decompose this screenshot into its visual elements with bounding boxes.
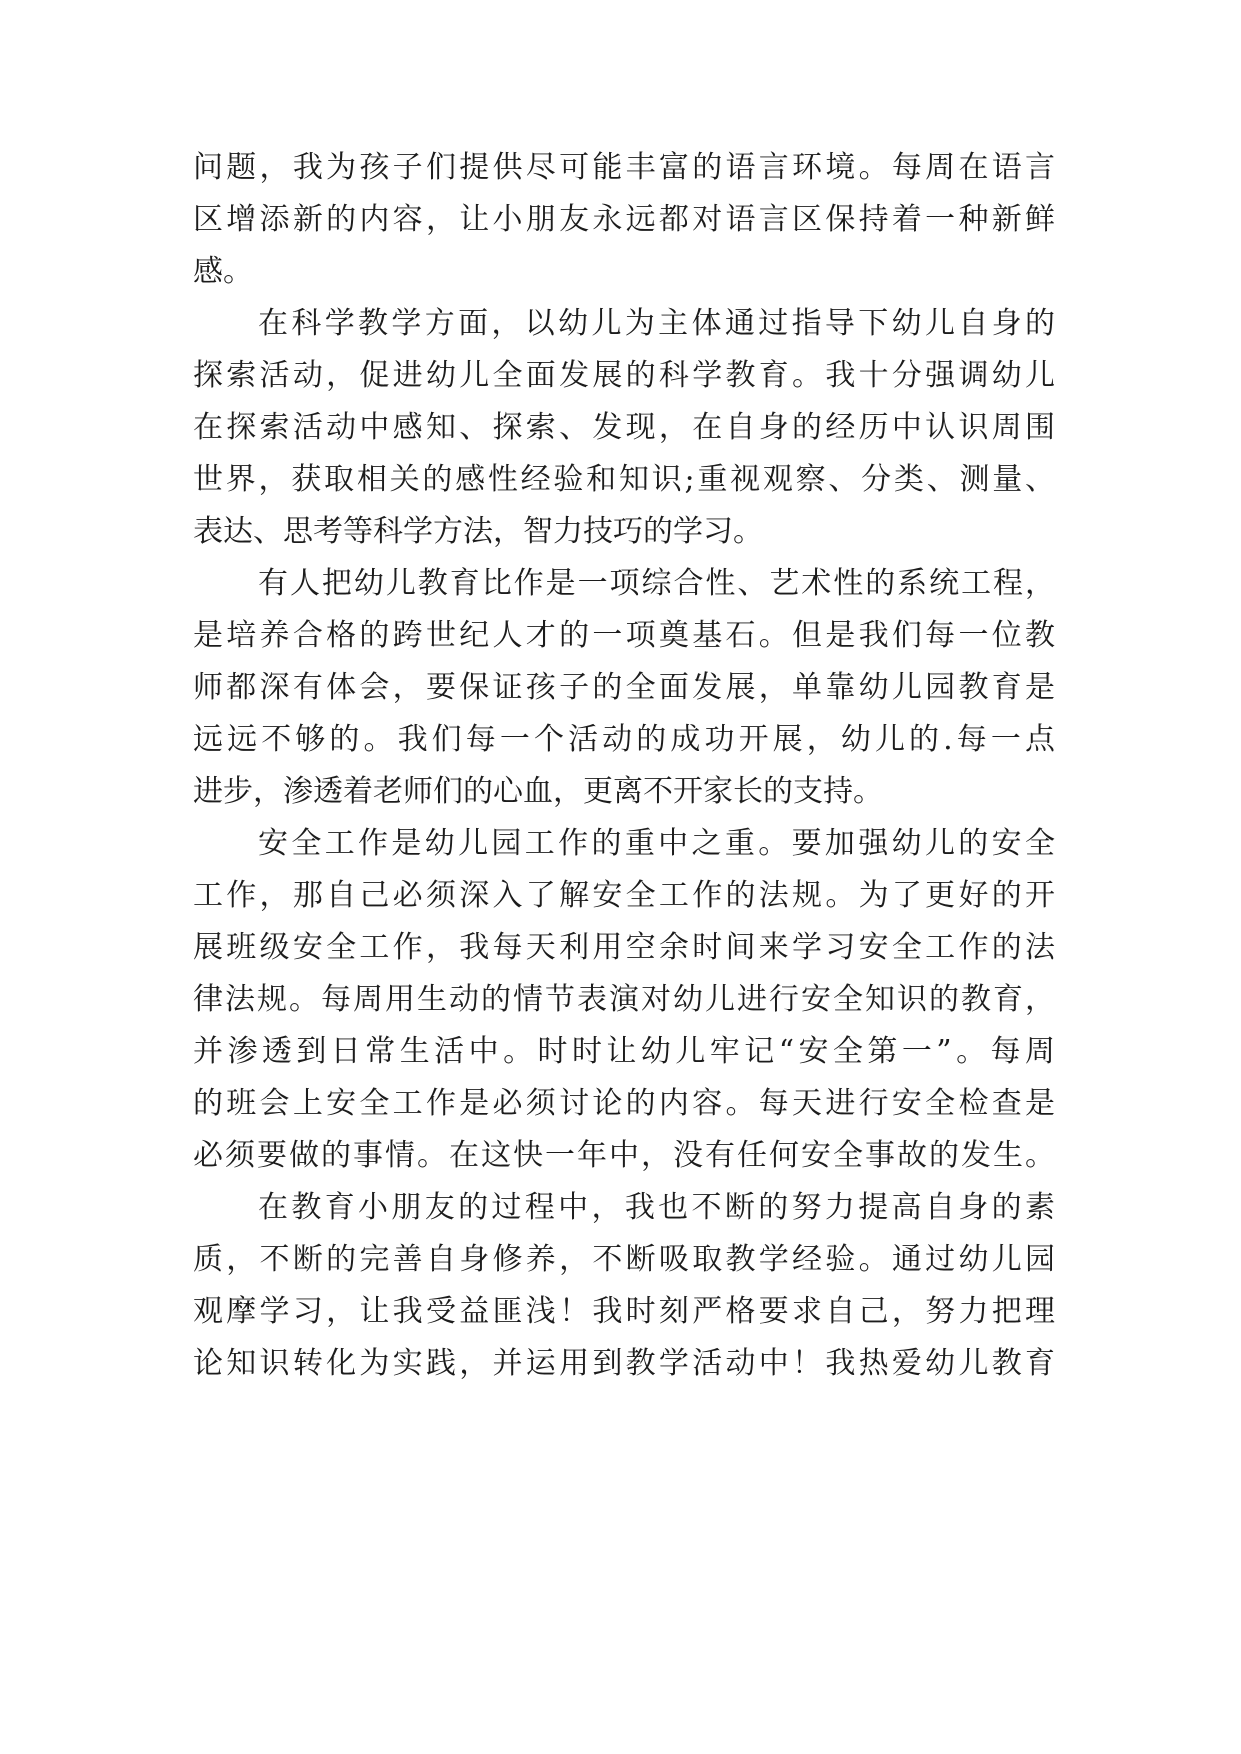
paragraph-first-line: 安全工作是幼儿园工作的重中之重。要加强幼儿的安全 [258,826,1055,861]
text-line: 区增添新的内容，让小朋友永远都对语言区保持着一种新鲜 [193,202,1055,237]
text-line: 工作，那自己必须深入了解安全工作的法规。为了更好的开 [193,878,1055,913]
paragraph-first-line: 在教育小朋友的过程中，我也不断的努力提高自身的素 [258,1190,1055,1225]
text-line: 是培养合格的跨世纪人才的一项奠基石。但是我们每一位教 [193,618,1055,653]
text-line: 展班级安全工作，我每天利用空余时间来学习安全工作的法 [193,930,1055,965]
text-line: 的班会上安全工作是必须讨论的内容。每天进行安全检查是 [193,1086,1055,1121]
text-line: 感。 [193,254,253,289]
text-line: 探索活动，促进幼儿全面发展的科学教育。我十分强调幼儿 [193,358,1055,393]
text-line: 并渗透到日常生活中。时时让幼儿牢记“安全第一”。每周 [193,1034,1055,1069]
text-line: 律法规。每周用生动的情节表演对幼儿进行安全知识的教育， [193,982,1055,1017]
text-line: 远远不够的。我们每一个活动的成功开展，幼儿的.每一点 [193,722,1055,757]
text-line: 观摩学习，让我受益匪浅！我时刻严格要求自己，努力把理 [193,1294,1055,1329]
text-line: 论知识转化为实践，并运用到教学活动中！我热爱幼儿教育 [193,1346,1055,1381]
paragraph-first-line: 有人把幼儿教育比作是一项综合性、艺术性的系统工程， [258,566,1055,601]
text-line: 表达、思考等科学方法，智力技巧的学习。 [193,514,763,549]
text-line: 必须要做的事情。在这快一年中，没有任何安全事故的发生。 [193,1138,1055,1173]
text-line: 师都深有体会，要保证孩子的全面发展，单靠幼儿园教育是 [193,670,1055,705]
text-line: 在探索活动中感知、探索、发现，在自身的经历中认识周围 [193,410,1055,445]
text-line: 质，不断的完善自身修养，不断吸取教学经验。通过幼儿园 [193,1242,1055,1277]
text-line: 问题，我为孩子们提供尽可能丰富的语言环境。每周在语言 [193,150,1055,185]
paragraph-first-line: 在科学教学方面，以幼儿为主体通过指导下幼儿自身的 [258,306,1055,341]
text-line: 进步，渗透着老师们的心血，更离不开家长的支持。 [193,774,883,809]
text-line: 世界，获取相关的感性经验和知识;重视观察、分类、测量、 [193,462,1055,497]
